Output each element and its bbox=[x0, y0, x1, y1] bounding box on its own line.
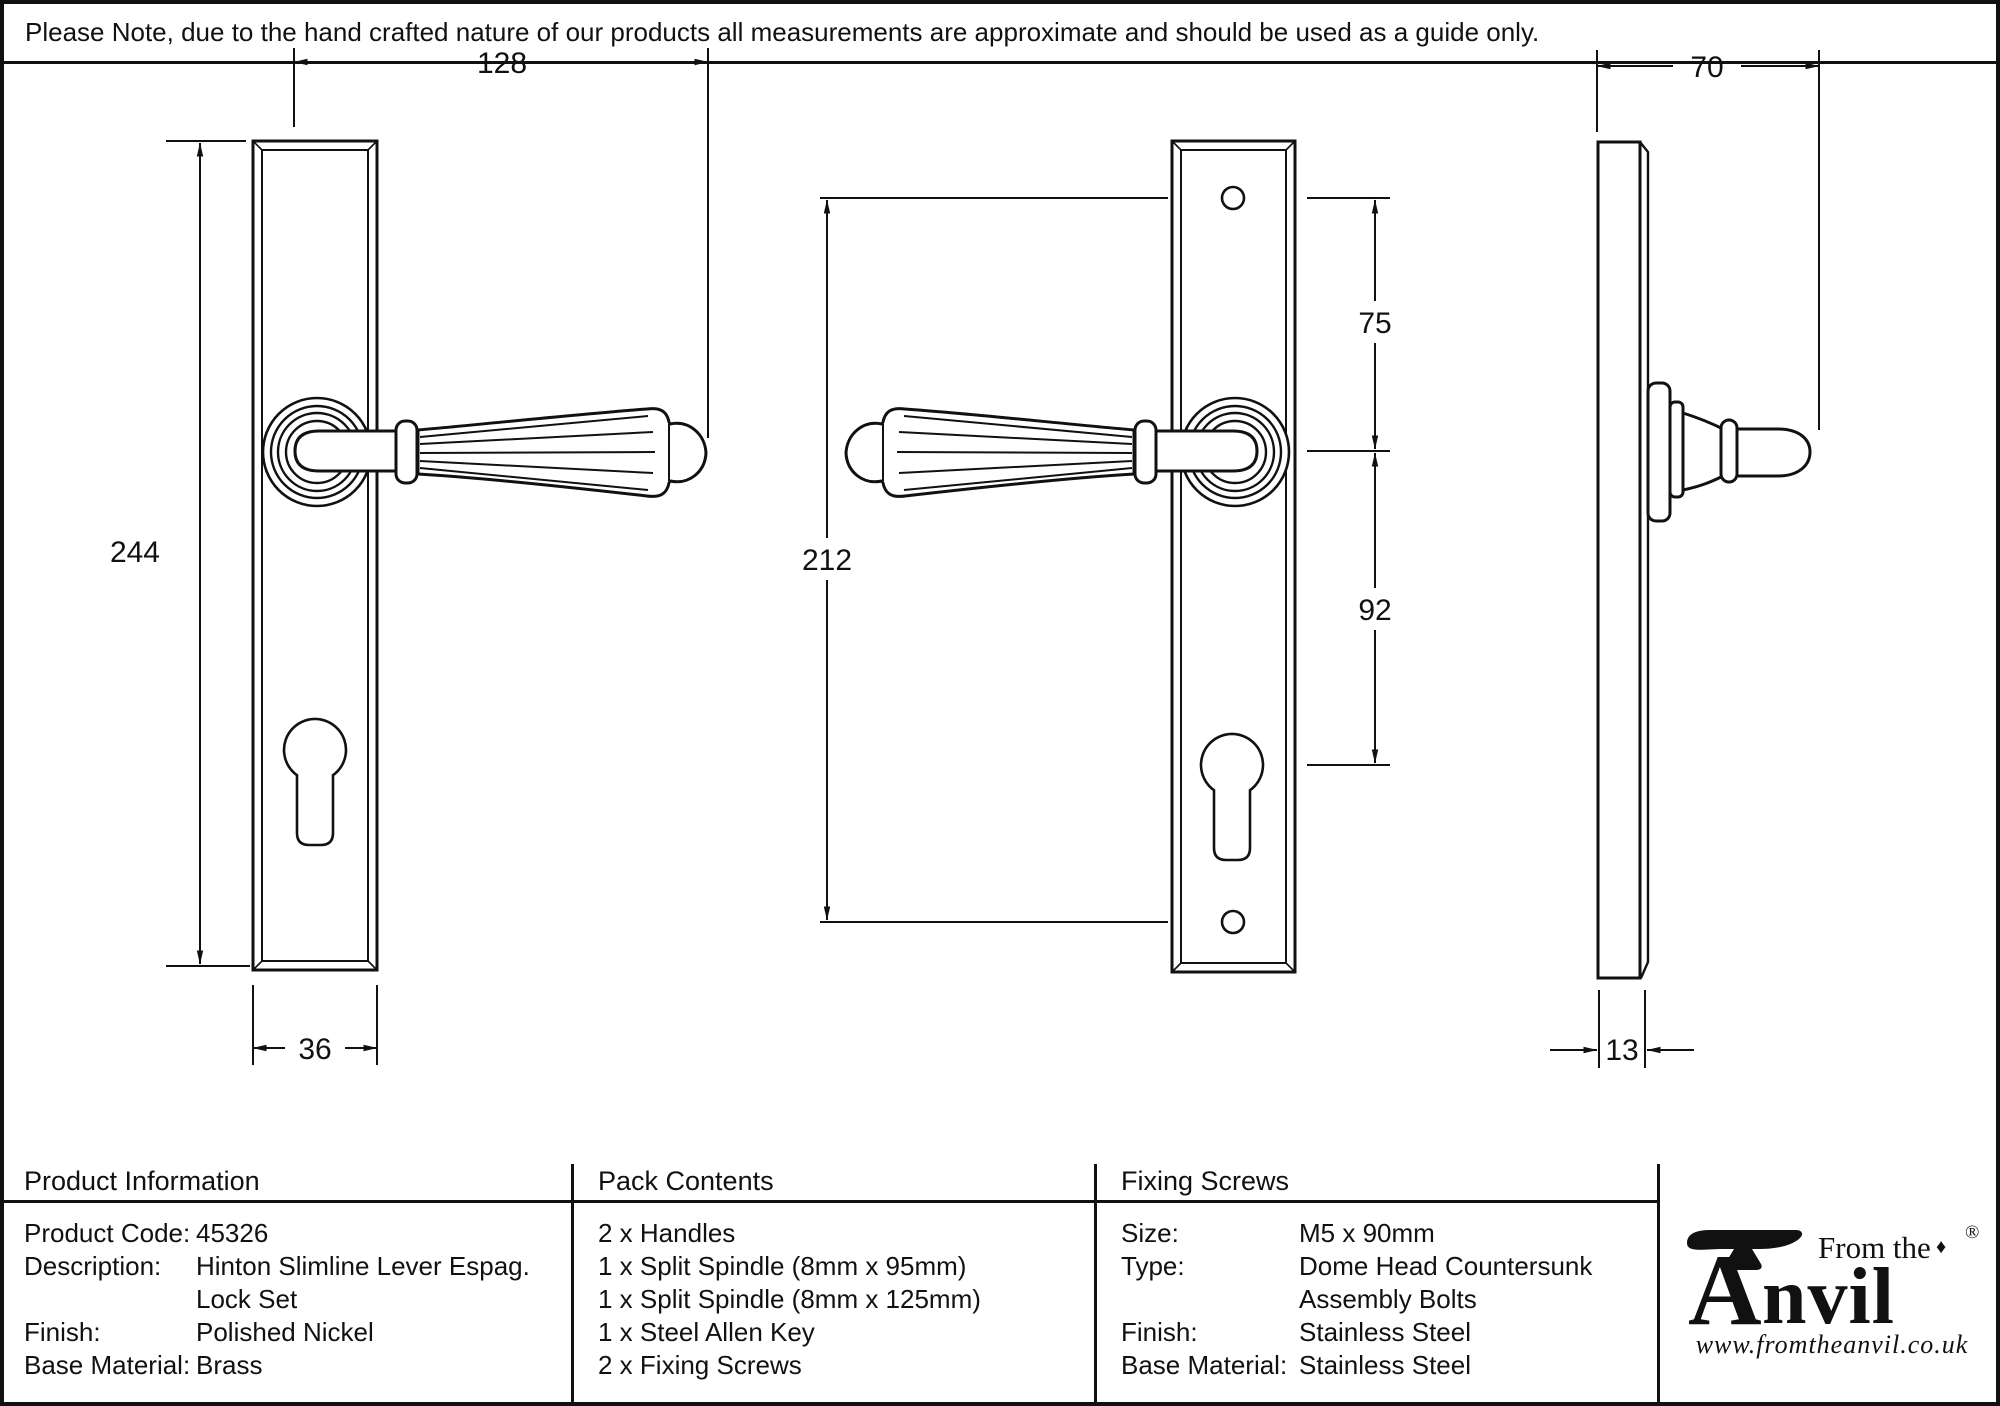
disclaimer-text: Please Note, due to the hand crafted nature of our products all measurements are approximate and should be used as a guide only. bbox=[25, 17, 1540, 47]
dim-screw-span-label: 212 bbox=[801, 544, 853, 577]
row-value: Brass bbox=[196, 1350, 263, 1380]
pack-item: 2 x Fixing Screws bbox=[598, 1350, 802, 1380]
row-label: Description: bbox=[24, 1251, 162, 1281]
row-value: Assembly Bolts bbox=[1299, 1284, 1477, 1314]
row-value: Dome Head Countersunk bbox=[1299, 1251, 1593, 1281]
table-row bbox=[1097, 1283, 1657, 1316]
table-row bbox=[1097, 1316, 1657, 1349]
table-row bbox=[1097, 1217, 1657, 1250]
table-row bbox=[0, 1316, 571, 1349]
product-info-table bbox=[0, 1164, 2000, 1406]
row-label: Finish: bbox=[24, 1317, 101, 1347]
pack-item: 1 x Split Spindle (8mm x 125mm) bbox=[598, 1284, 981, 1314]
logo-prefix: From the bbox=[1818, 1230, 1931, 1265]
lever-handle-mirrored bbox=[846, 398, 1289, 506]
row-value: Stainless Steel bbox=[1299, 1350, 1471, 1380]
product-information-column bbox=[0, 1164, 571, 1406]
brand-column bbox=[1657, 1164, 2000, 1406]
product-information-header: Product Information bbox=[0, 1164, 571, 1203]
pack-item: 1 x Steel Allen Key bbox=[598, 1317, 815, 1347]
row-value: Stainless Steel bbox=[1299, 1317, 1471, 1347]
top-screw-hole bbox=[1222, 187, 1244, 209]
dim-front-width-label: 128 bbox=[476, 47, 528, 80]
table-row bbox=[0, 1283, 571, 1316]
row-label: Size: bbox=[1121, 1218, 1179, 1248]
diamond-icon: ♦ bbox=[1936, 1236, 1947, 1258]
dim-top-to-handle-label: 75 bbox=[1358, 307, 1392, 340]
table-row bbox=[0, 1250, 571, 1283]
fixing-screws-column bbox=[1094, 1164, 1657, 1406]
registered-mark: ® bbox=[1965, 1222, 1980, 1243]
pack-item: 1 x Split Spindle (8mm x 95mm) bbox=[598, 1251, 967, 1281]
dim-plate-width-label: 36 bbox=[298, 1033, 332, 1066]
pack-item: 2 x Handles bbox=[598, 1218, 736, 1248]
row-value: Lock Set bbox=[196, 1284, 298, 1314]
logo-brand-rest: nvil bbox=[1762, 1253, 1895, 1341]
table-row bbox=[0, 1349, 571, 1382]
logo-url: www.fromtheanvil.co.uk bbox=[1695, 1330, 1969, 1359]
dim-handle-to-cylinder-label: 92 bbox=[1358, 594, 1392, 627]
row-label: Product Code: bbox=[24, 1218, 191, 1248]
disclaimer-row bbox=[0, 0, 2000, 64]
bottom-screw-hole bbox=[1222, 911, 1244, 933]
row-value: Hinton Slimline Lever Espag. bbox=[196, 1251, 530, 1281]
table-row bbox=[1097, 1250, 1657, 1283]
from-the-anvil-logo bbox=[1682, 1222, 1982, 1366]
dimension-lines bbox=[166, 48, 1819, 1068]
dim-front-height-label: 244 bbox=[109, 536, 160, 569]
lever-handle bbox=[263, 398, 706, 506]
anvil-icon bbox=[1682, 1226, 1806, 1272]
row-value: 45326 bbox=[196, 1218, 269, 1248]
dim-plate-thickness-label: 13 bbox=[1605, 1034, 1639, 1067]
row-label: Type: bbox=[1121, 1251, 1185, 1281]
logo-brand-initial: A bbox=[1688, 1234, 1762, 1347]
rear-view-drawing bbox=[846, 141, 1295, 972]
table-row bbox=[0, 1217, 571, 1250]
front-view-drawing bbox=[253, 141, 706, 970]
pack-contents-header: Pack Contents bbox=[574, 1164, 1094, 1203]
table-row bbox=[1097, 1349, 1657, 1382]
dim-side-depth-label: 70 bbox=[1690, 51, 1724, 84]
row-label: Base Material: bbox=[24, 1350, 191, 1380]
row-value: M5 x 90mm bbox=[1299, 1218, 1435, 1248]
row-value: Polished Nickel bbox=[196, 1317, 374, 1347]
row-label: Base Material: bbox=[1121, 1350, 1288, 1380]
side-view-drawing bbox=[1598, 142, 1810, 978]
row-label: Finish: bbox=[1121, 1317, 1198, 1347]
pack-contents-column bbox=[571, 1164, 1094, 1406]
fixing-screws-header: Fixing Screws bbox=[1097, 1164, 1657, 1203]
